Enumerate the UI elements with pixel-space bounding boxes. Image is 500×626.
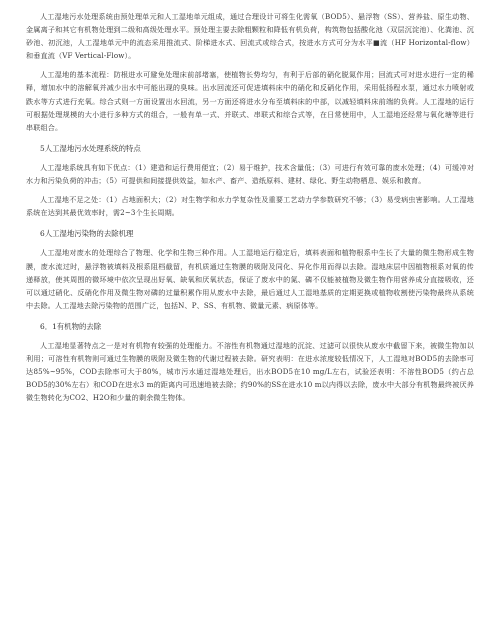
paragraph-basic-process: 人工湿地的基本流程：防根进水可避免处理床前部堵塞，使植物长势均匀，有利于后部的硝化脱氮作用；回流式可对进水进行一定的稀释，增加水中的溶解氧并减少出水中可能出现的臭味。出水回流还可促进填料床中的硝化和反硝化作用，采用低扬程水泵，通过水力喷射或跌水等方式进行充氧。综合式则一方面设置出水回流，另一方面还将进水分布至填料床的中部，以减轻填料床前端的负荷。人工湿地的运行可根据处理规模的大小进行多种方式的组合，一般有单一式、并联式、串联式和综合式等，在日常使用中，人工湿地还经常与氧化塘等进行串联组合。	[26, 70, 474, 132]
paragraph-advantages: 人工湿地系统具有如下优点：（1）建造和运行费用便宜；（2）易于维护，技术含量低；（3）可进行有效可靠的废水处理；（4）可缓冲对水力和污染负荷的冲击；（5）可提供和间接提供效益，如水产、畜产、造纸原料、建材、绿化、野生动物栖息、娱乐和教育。	[26, 162, 474, 186]
section-heading-removal-mechanism: 6人工湿地污染物的去除机理	[40, 229, 134, 239]
paragraph-disadvantages: 人工湿地不足之处：（1）占地面积大；（2）对生物学和水力学复杂性及重要工艺动力学参数研究不够；（3）易受病虫害影响。人工湿地系统在达到其最优效率时，需2~3个生长周期。	[26, 195, 474, 218]
section-heading-features: 5人工湿地污水处理系统的特点	[40, 143, 141, 153]
paragraph-removal-mechanism: 人工湿地对废水的处理综合了物理、化学和生物三种作用。人工湿地运行稳定后，填料表面和植物根系中生长了大量的微生物形成生物膜，废水流过时，悬浮物被填料及根系阻档截留，有机质通过生物膜的吸附及同化、异化作用而得以去除。湿地床层中因植物根系对氧的传递释放，使其周围的微环境中依次呈现出好氧、缺氧和厌氧状态，保证了废水中的氮、磷不仅能被植物及微生物作用营养成分直接吸收，还可以通过硝化、反硝化作用及微生物对磷的过量积累作用从废水中去除，最后通过人工湿地基质的定期更换或植物收割使污染物最终从系统中去除。人工湿地去除污染物的范围广泛，包括N、P、SS、有机物、微量元素、病原体等。	[26, 248, 474, 310]
paragraph-system-composition: 人工湿地污水处理系统由预处理单元和人工湿地单元组成，通过合理设计可将生化需氧（BOD5）、悬浮物（SS）、营养盐、原生动物、金属离子和其它有机物处理到二级和高级处理水平。预处理主要去除粗颗粒和降低有机负荷，构筑物包括酸化池（双层沉淀池）、化粪池、沉砂池、初沉池，人工湿地单元中的流态采用推流式、阶梯进水式、回流式或综合式，按进水方式可分为水平■流（HF Horizontal-flow）和垂直流（VF Vertical-Flow）。	[26, 12, 474, 61]
paragraph-organic-removal: 人工湿地显著特点之一是对有机物有较强的处理能力。不溶性有机物通过湿地的沉淀、过滤可以很快从废水中截留下来，被微生物加以利用；可溶性有机物则可通过生物膜的吸附及微生物的代谢过程被去除。研究表明：在进水浓度较低情况下，人工湿地对BOD5的去除率可达85%~95%，COD去除率可大于80%，城市污水通过湿地处理后，出水BOD5在10 mg/L左右，试验还表明：不溶性BOD5（约占总BOD5的30%左右）和COD在进水3 m的距离内可迅速地被去除；约90%的SS在进水10 m以内得以去除，废水中大部分有机物最终被厌养微生物转化为CO2、H2O和少量的剩余微生物体。	[26, 340, 474, 403]
subsection-heading-organic-removal: 6．1有机物的去除	[40, 321, 102, 331]
